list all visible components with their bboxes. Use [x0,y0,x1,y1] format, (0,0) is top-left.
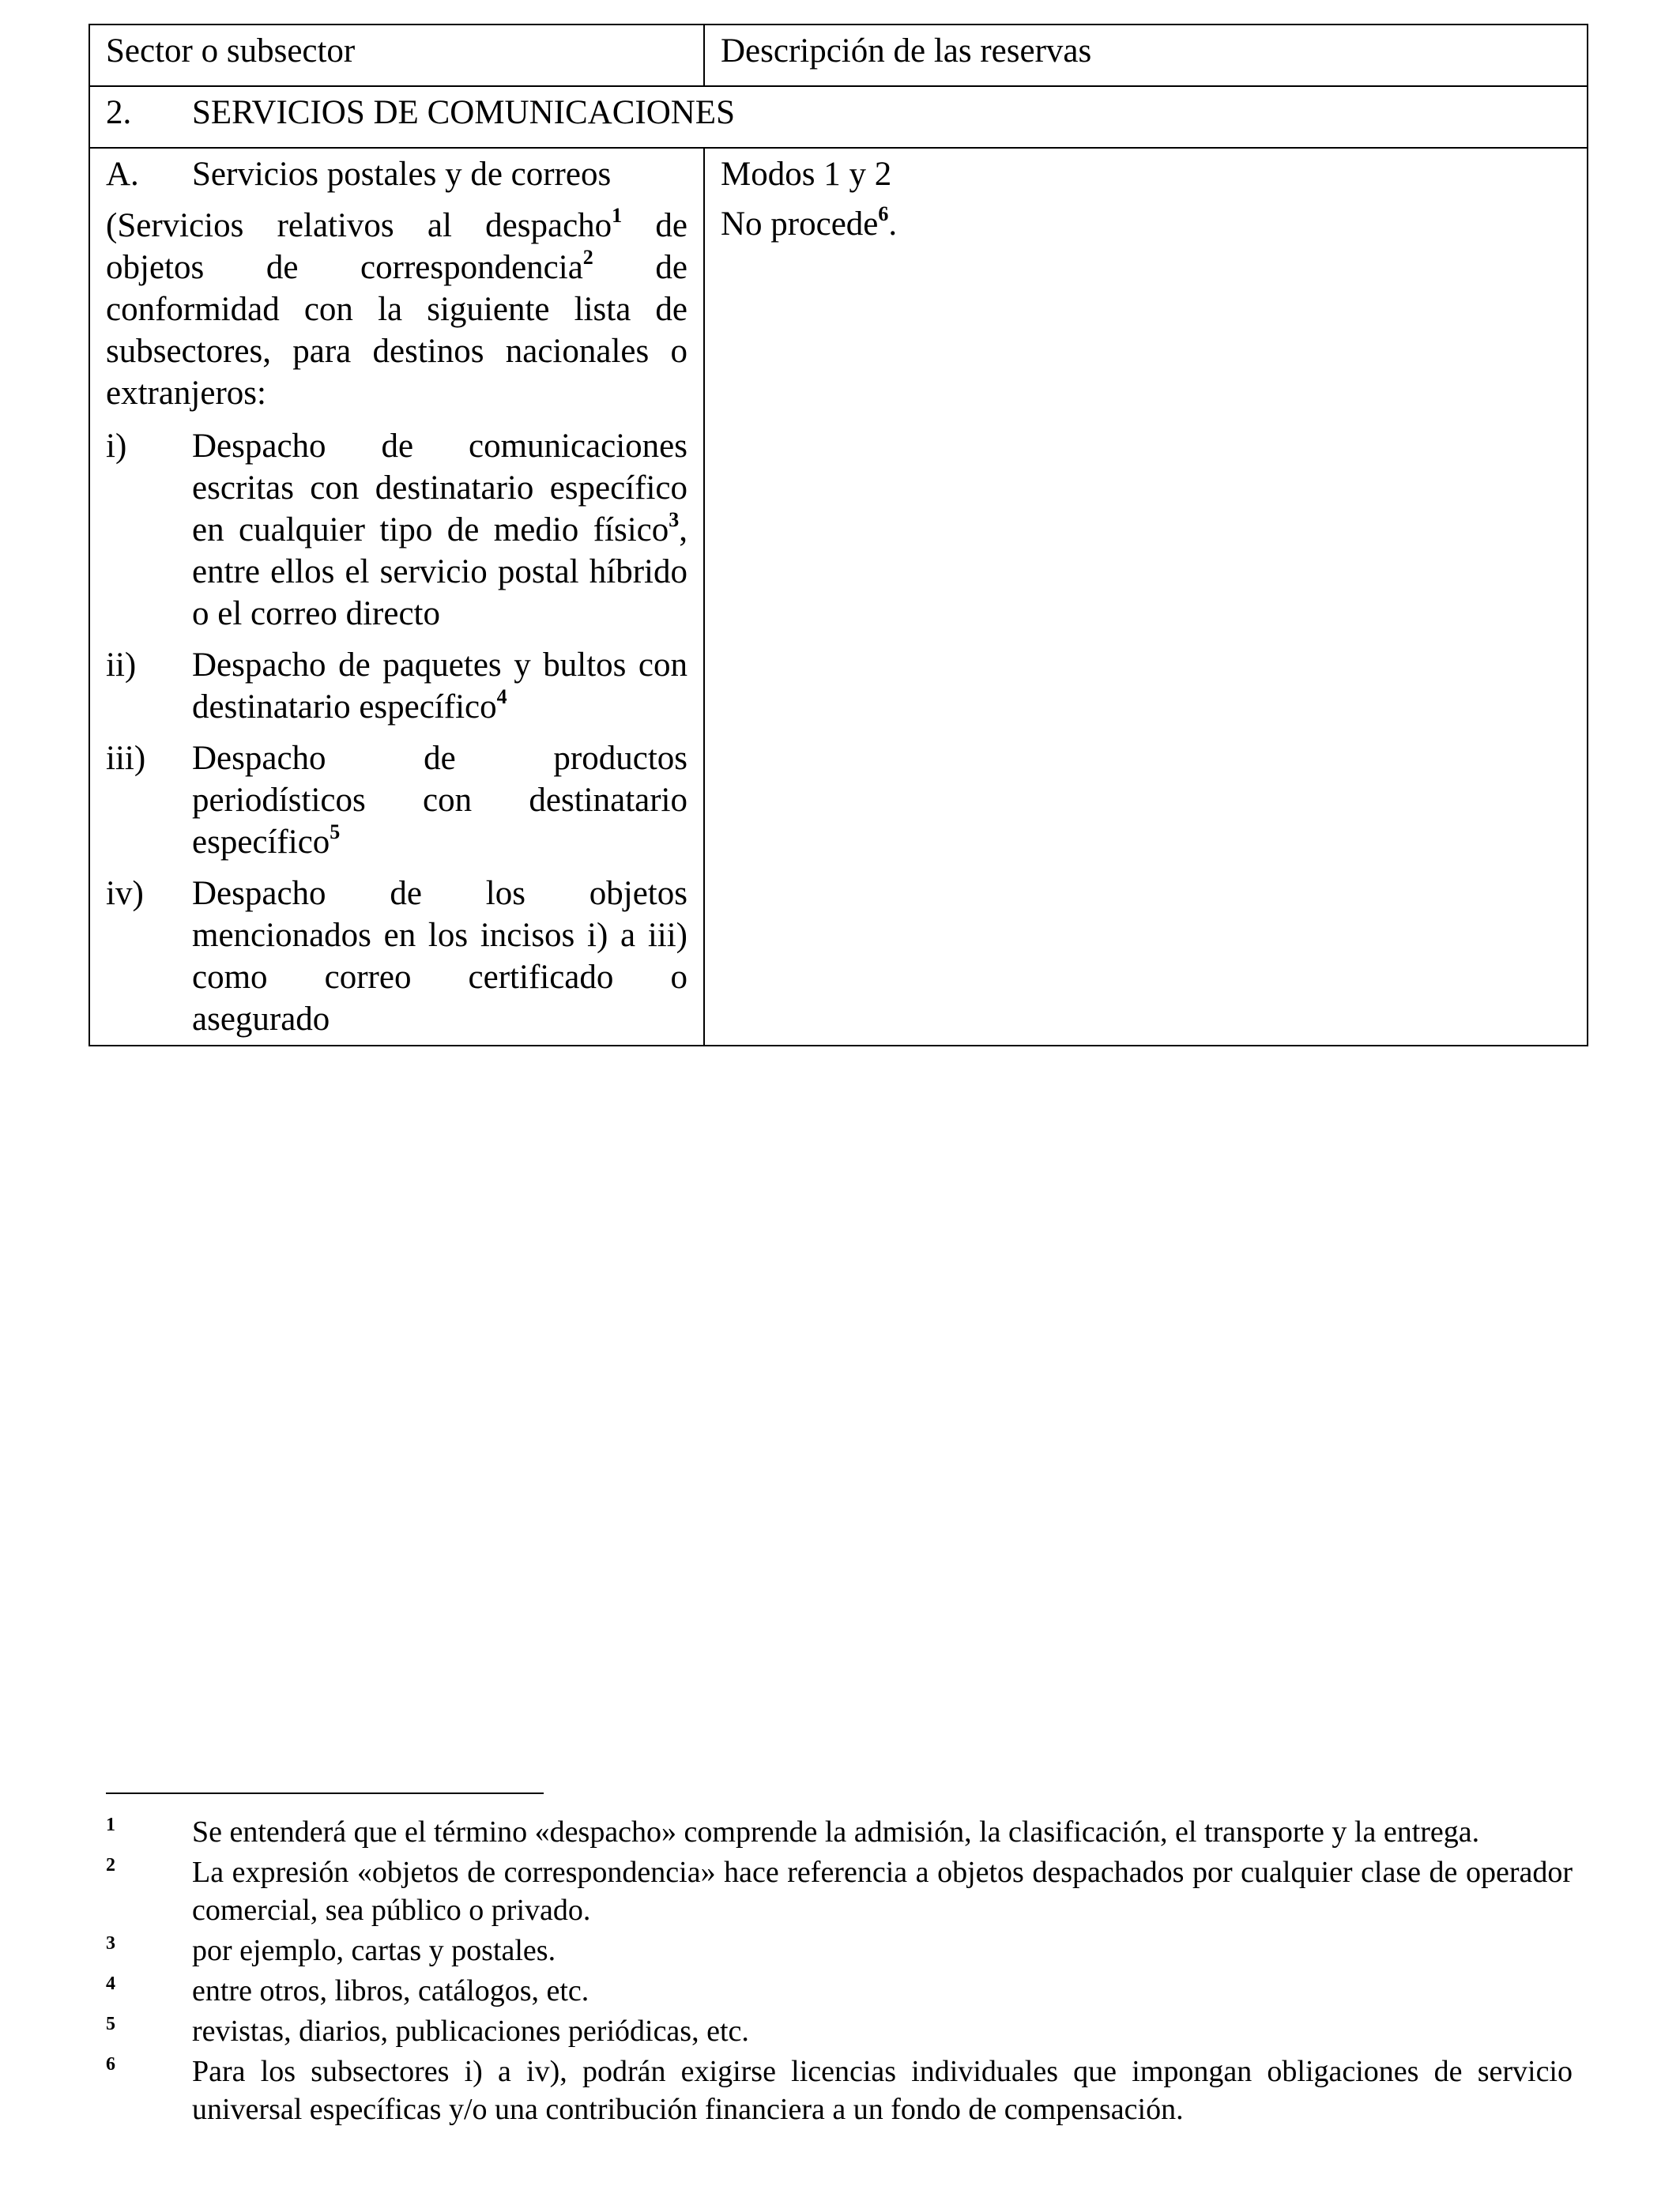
subsection-title: Servicios postales y de correos [192,156,612,193]
intro-part-1: (Servicios relativos al despacho [106,207,612,244]
section-heading [106,92,1571,134]
footnote-ref-1: 1 [612,204,623,227]
subsection-intro [106,205,687,414]
footnote-number: 1 [106,1815,115,1835]
footnote-text: Para los subsectores i) a iv), podrán exigirse licencias individuales que impongan obligaciones de servicio universal específicas y/o una contribución financiera a un fondo de compensación. [192,2055,1573,2126]
list-item-text-a: Despacho de productos periodísticos con destinatario específico [192,740,687,861]
list-item [106,425,687,635]
footnote [106,1853,1573,1929]
list-item-text-b: , entre ellos el servicio postal híbrido o el correo directo [192,511,687,632]
subsection-row [89,148,1588,1046]
subsection-heading [106,153,687,195]
footnote [106,1813,1573,1851]
footnote [106,2053,1573,2128]
footnote-ref-4: 4 [496,685,507,708]
footnote-separator [106,1793,544,1794]
section-title: SERVICIOS DE COMUNICACIONES [192,94,735,131]
list-item-text [192,737,687,863]
list-item-text-a: Despacho de comunicaciones escritas con destinatario específico en cualquier tipo de medio físico [192,428,687,548]
footnotes [106,1813,1573,2131]
footnote [106,1932,1573,1970]
list-item-text-a: Despacho de paquetes y bultos con destinatario específico [192,647,687,726]
list-item-label: iv) [106,875,144,912]
footnote-number: 5 [106,2014,115,2034]
list-item-label: iii) [106,740,146,777]
list-item-text [192,425,687,635]
list-item-text: Despacho de los objetos mencionados en los incisos i) a iii) como correo certificado o asegurado [192,875,687,1038]
footnote-text: por ejemplo, cartas y postales. [192,1934,556,1967]
header-sector: Sector o subsector [89,25,704,86]
footnote [106,1972,1573,2010]
list-item [106,644,687,728]
table-header-row [89,25,1588,86]
footnote-text: La expresión «objetos de correspondencia» hace referencia a objetos despachados por cualquier clase de operador comercial, sea público o privado. [192,1856,1573,1927]
footnote [106,2012,1573,2050]
footnote-text: Se entenderá que el término «despacho» comprende la admisión, la clasificación, el transporte y la entrega. [192,1815,1480,1849]
footnote-number: 3 [106,1933,115,1954]
section-cell [89,86,1588,148]
list-item-label: ii) [106,647,137,684]
modes-text: Modos 1 y 2 [721,156,892,193]
footnote-text: entre otros, libros, catálogos, etc. [192,1974,590,2007]
list-item [106,737,687,863]
reservations-table [89,24,1588,1046]
header-description: Descripción de las reservas [704,25,1588,86]
description-cell [704,148,1588,1046]
footnote-ref-2: 2 [582,246,593,269]
list-item [106,873,687,1040]
reservation-text-end: . [888,205,898,243]
footnote-text: revistas, diarios, publicaciones periódicas, etc. [192,2015,749,2048]
list-item-text [192,644,687,728]
section-number: 2. [106,94,132,131]
list-item-label: i) [106,428,127,465]
footnote-ref-3: 3 [669,508,680,531]
section-row [89,86,1588,148]
subsection-label: A. [106,156,139,193]
footnote-ref-6: 6 [878,202,889,225]
footnote-number: 2 [106,1855,115,1875]
footnote-number: 6 [106,2054,115,2075]
intro-part-2: de objetos de correspondencia [106,207,687,286]
intro-part-3: de conformidad con la siguiente lista de subsectores, para destinos nacionales o extranjeros: [106,249,688,412]
reservation-text [721,203,1571,245]
sector-cell [89,148,704,1046]
footnote-number: 4 [106,1973,115,1994]
footnote-ref-5: 5 [330,820,341,843]
reservation-text-main: No procede [721,205,879,243]
